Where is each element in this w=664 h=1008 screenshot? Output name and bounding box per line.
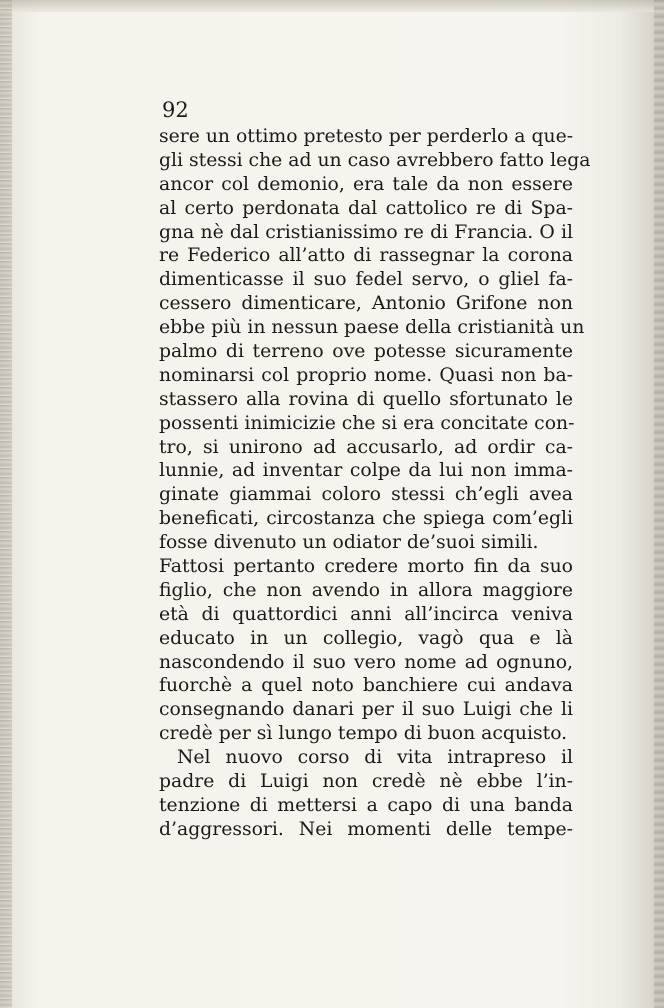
text-line: nascondendo il suo vero nome ad ognuno,: [159, 651, 573, 673]
text-line: ginate giammai coloro stessi ch’egli avea: [159, 484, 573, 506]
text-line: fuorchè a quel noto banchiere cui andava: [159, 675, 573, 697]
text-line: possenti inimicizie che si era concitate con-: [159, 412, 575, 434]
text-line: cessero dimenticare, Antonio Grifone non: [159, 293, 573, 315]
text-line: gli stessi che ad un caso avrebbero fatto lega: [159, 149, 591, 171]
text-line: lunnie, ad inventar colpe da lui non imma-: [159, 460, 573, 482]
text-line: stassero alla rovina di quello sfortunato le: [159, 388, 573, 410]
page-left-edge: [0, 0, 12, 1008]
text-line: tenzione di mettersi a capo di una banda: [159, 794, 573, 816]
text-line: d’aggressori. Nei momenti delle tempe-: [159, 818, 573, 840]
page-top-edge: [0, 0, 664, 12]
text-line: sere un ottimo pretesto per perderlo a que-: [159, 126, 574, 147]
text-line: figlio, che non avendo in allora maggiore: [159, 579, 573, 601]
text-line: padre di Luigi non credè nè ebbe l’in-: [159, 771, 573, 793]
text-line: nominarsi col proprio nome. Quasi non ba-: [159, 364, 573, 386]
text-line: re Federico all’atto di rassegnar la corona: [159, 245, 573, 267]
text-line: Fattosi pertanto credere morto fin da suo: [159, 556, 573, 578]
page-right-edge: [654, 0, 664, 1008]
text-line: consegnando danari per il suo Luigi che li: [159, 699, 573, 721]
body-text: [159, 125, 591, 842]
page-number: 92: [162, 98, 189, 122]
text-line: gna nè dal cristianissimo re di Francia. O il: [159, 221, 573, 243]
text-line: educato in un collegio, vagò qua e là: [159, 627, 573, 649]
text-line: età di quattordici anni all’incirca veniva: [159, 603, 573, 625]
text-line: fosse divenuto un odiator de’suoi simili.: [159, 532, 539, 554]
text-line: al certo perdonata dal cattolico re di Spa-: [159, 197, 573, 219]
text-line: palmo di terreno ove potesse sicuramente: [159, 341, 573, 363]
text-line: Nel nuovo corso di vita intrapreso il: [177, 747, 573, 769]
text-line: dimenticasse il suo fedel servo, o gliel fa-: [159, 269, 573, 291]
text-line: tro, si unirono ad accusarlo, ad ordir ca-: [159, 436, 573, 458]
text-line: beneficati, circostanza che spiega com’egli: [159, 508, 573, 530]
text-line: ancor col demonio, era tale da non essere: [159, 173, 573, 195]
text-line: ebbe più in nessun paese della cristianità un: [159, 317, 585, 339]
text-line: credè per sì lungo tempo di buon acquisto.: [159, 723, 568, 745]
